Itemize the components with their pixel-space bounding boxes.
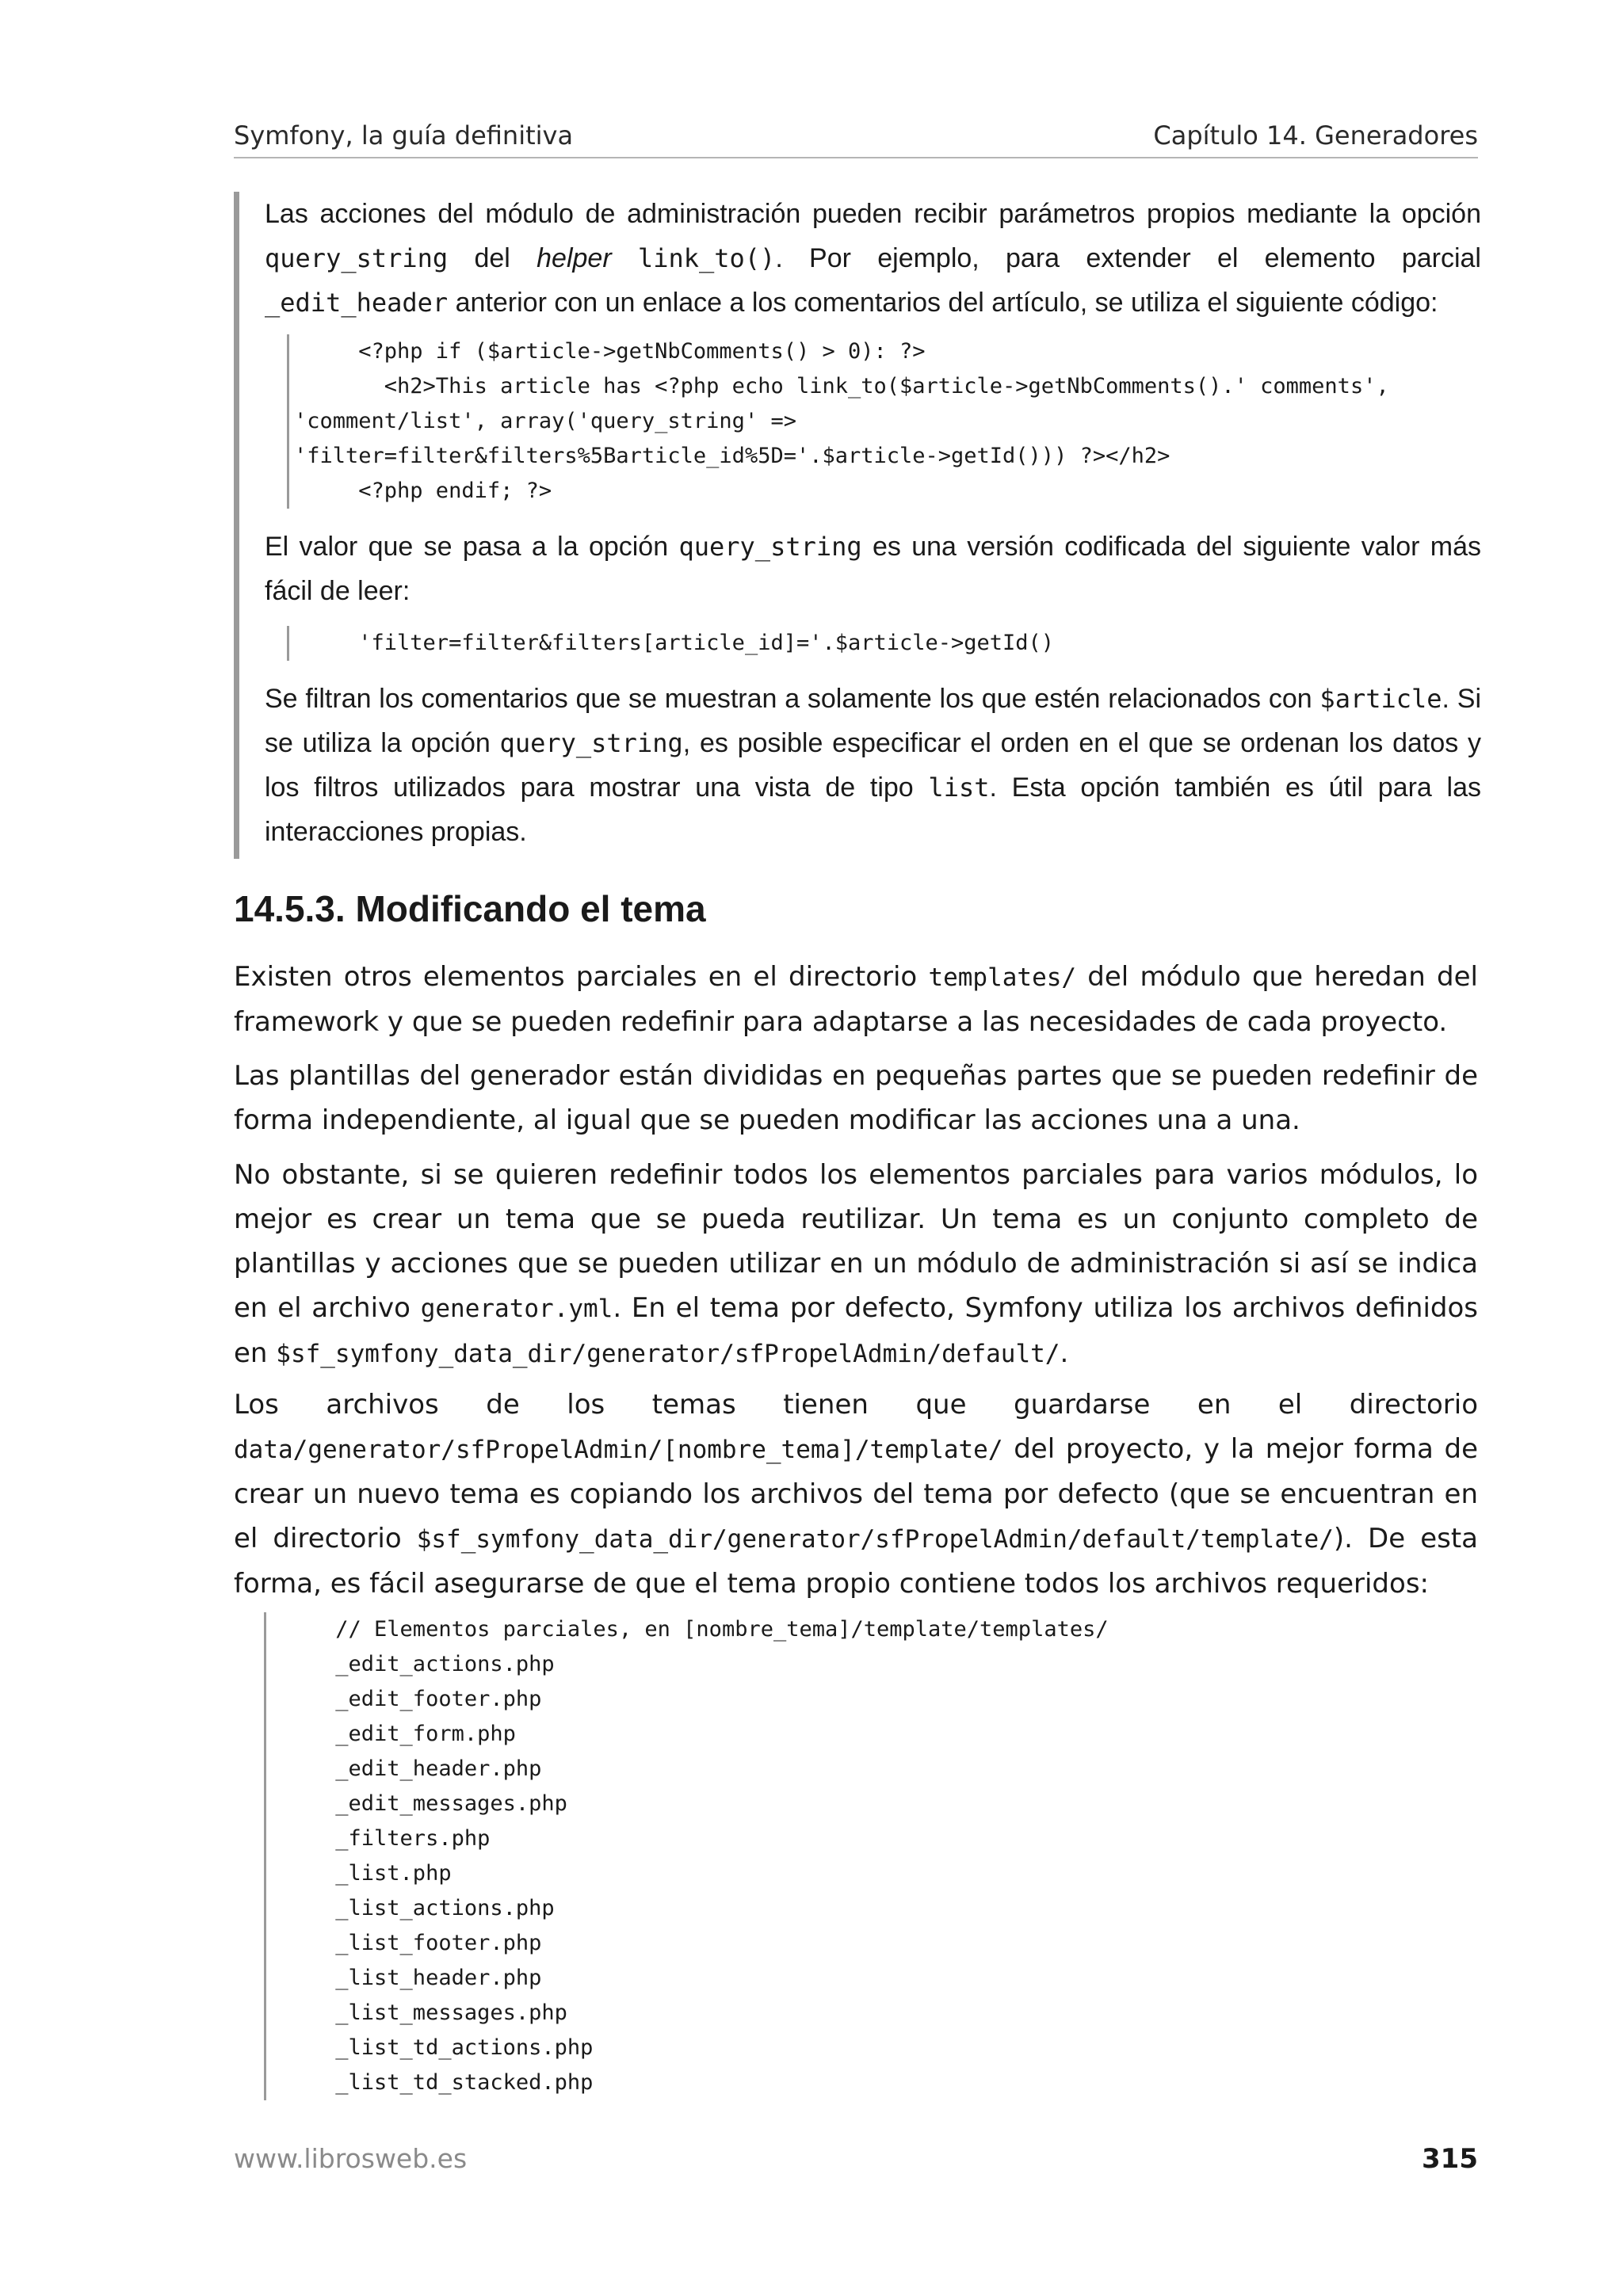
text-span: No obstante, si se quieren redefinir todos los elementos parciales para varios módulos, lo mejor es crear un tema que se pueda reutilizar. Un tema es un conjunto completo de plantillas y acciones que se pueden utilizar en un módulo de administración si así se indica en el archivo [234,1159,1478,1324]
body-paragraph-4 [234,1383,1478,1606]
website-url[interactable]: www.librosweb.es [234,2143,468,2174]
code-line: 'comment/list', array('query_string' => [294,409,796,433]
inline-code: templates/ [928,963,1077,992]
text-span: . Esta opción también es útil para las interacciones propias. [265,772,1481,847]
code-line: _list_footer.php [271,1931,542,1955]
code-line: _edit_footer.php [271,1687,542,1711]
code-line: <h2>This article has <?php echo link_to($article->getNbComments().' comments', [294,374,1389,399]
chapter-title: Capítulo 14. Generadores [1153,120,1478,151]
inline-code: $sf_symfony_data_dir/generator/sfPropelAdmin/default/template/ [416,1525,1334,1554]
code-line: _edit_actions.php [271,1652,555,1676]
code-line: <?php if ($article->getNbComments() > 0): ?> [294,339,926,364]
body-paragraph-2 [234,1054,1478,1142]
inline-code: list [928,772,990,803]
text-span: del [448,243,537,273]
code-line: 'filter=filter&filters[article_id]='.$article->getId() [294,631,1055,655]
code-line: _edit_header.php [271,1756,542,1781]
inline-code: _edit_header [265,288,449,318]
text-span: es una versión codificada del siguiente valor más fácil de leer: [265,532,1481,606]
inline-code: generator.yml [420,1295,613,1323]
text-span: Existen otros elementos parciales en el directorio [234,961,929,993]
text-span: del módulo que heredan del framework y que se pueden redefinir para adaptarse a las necesidades de cada proyecto. [234,961,1478,1038]
inline-code: query_string [499,728,683,758]
body-paragraph-3 [234,1153,1478,1376]
text-span: . Si se utiliza la opción [265,684,1482,758]
code-line: // Elementos parciales, en [nombre_tema]/template/templates/ [271,1617,1109,1642]
inline-code: data/generator/sfPropelAdmin/[nombre_tema]/template/ [234,1436,1003,1464]
note-paragraph-2 [265,524,1481,613]
text-span: anterior con un enlace a los comentarios del artículo, se utiliza el siguiente código: [448,288,1438,318]
note-box [234,192,1484,859]
inline-code: query_string [678,532,862,562]
text-span: . En el tema por defecto, Symfony utiliza los archivos definidos en [234,1292,1478,1369]
code-line: _filters.php [271,1826,491,1851]
code-line: _list_messages.php [271,2000,567,2025]
text-span: El valor que se pasa a la opción [265,532,679,562]
note-paragraph-3 [265,677,1481,854]
note-paragraph-1 [265,192,1481,325]
code-line: _list_td_actions.php [271,2035,594,2060]
body-paragraph-1 [234,955,1478,1044]
code-line: _list.php [271,1861,452,1886]
text-span: Las acciones del módulo de administración pueden recibir parámetros propios mediante la opción [265,199,1481,229]
text-span: Se filtran los comentarios que se muestran a solamente los que estén relacionados con [265,684,1320,714]
running-header [234,117,1478,158]
code-line: _list_header.php [271,1966,542,1990]
code-line: _list_td_stacked.php [271,2070,594,2095]
code-block-3 [264,1612,1109,2100]
text-span: Las plantillas del generador están divididas en pequeñas partes que se pueden redefinir de forma independiente, al igual que se pueden modificar las acciones una a una. [234,1060,1478,1136]
section-heading: 14.5.3. Modificando el tema [234,888,706,929]
book-title: Symfony, la guía definitiva [234,120,574,151]
inline-code: link_to() [637,243,776,273]
code-line: _list_actions.php [271,1896,555,1920]
code-line: <?php endif; ?> [294,479,552,503]
code-block-2 [287,626,1054,661]
text-span: . [1060,1337,1069,1369]
inline-code: $sf_symfony_data_dir/generator/sfPropelAdmin/default/ [276,1340,1060,1368]
text-span: Los archivos de los temas tienen que guardarse en el directorio [234,1389,1478,1421]
running-footer [234,2143,1478,2183]
inline-code: query_string [265,243,449,273]
italic-term: helper [537,243,612,273]
text-span: . Por ejemplo, para extender el elemento parcial [775,243,1481,273]
code-block-1 [287,334,1389,509]
text-span [612,243,638,273]
code-line: 'filter=filter&filters%5Barticle_id%5D='.$article->getId())) ?></h2> [294,444,1170,468]
code-line: _edit_messages.php [271,1791,567,1816]
inline-code: $article [1319,684,1442,714]
code-line: _edit_form.php [271,1722,516,1746]
text-span: del proyecto, y la mejor forma de crear un nuevo tema es copiando los archivos del tema por defecto (que se encuentran en el directorio [234,1433,1478,1554]
text-span: , es posible especificar el orden en el que se ordenan los datos y los filtros utilizados para mostrar una vista de tipo [265,728,1482,803]
text-span: ). De esta forma, es fácil asegurarse de que el tema propio contiene todos los archivos requeridos: [234,1523,1478,1600]
page-number: 315 [1422,2143,1478,2175]
